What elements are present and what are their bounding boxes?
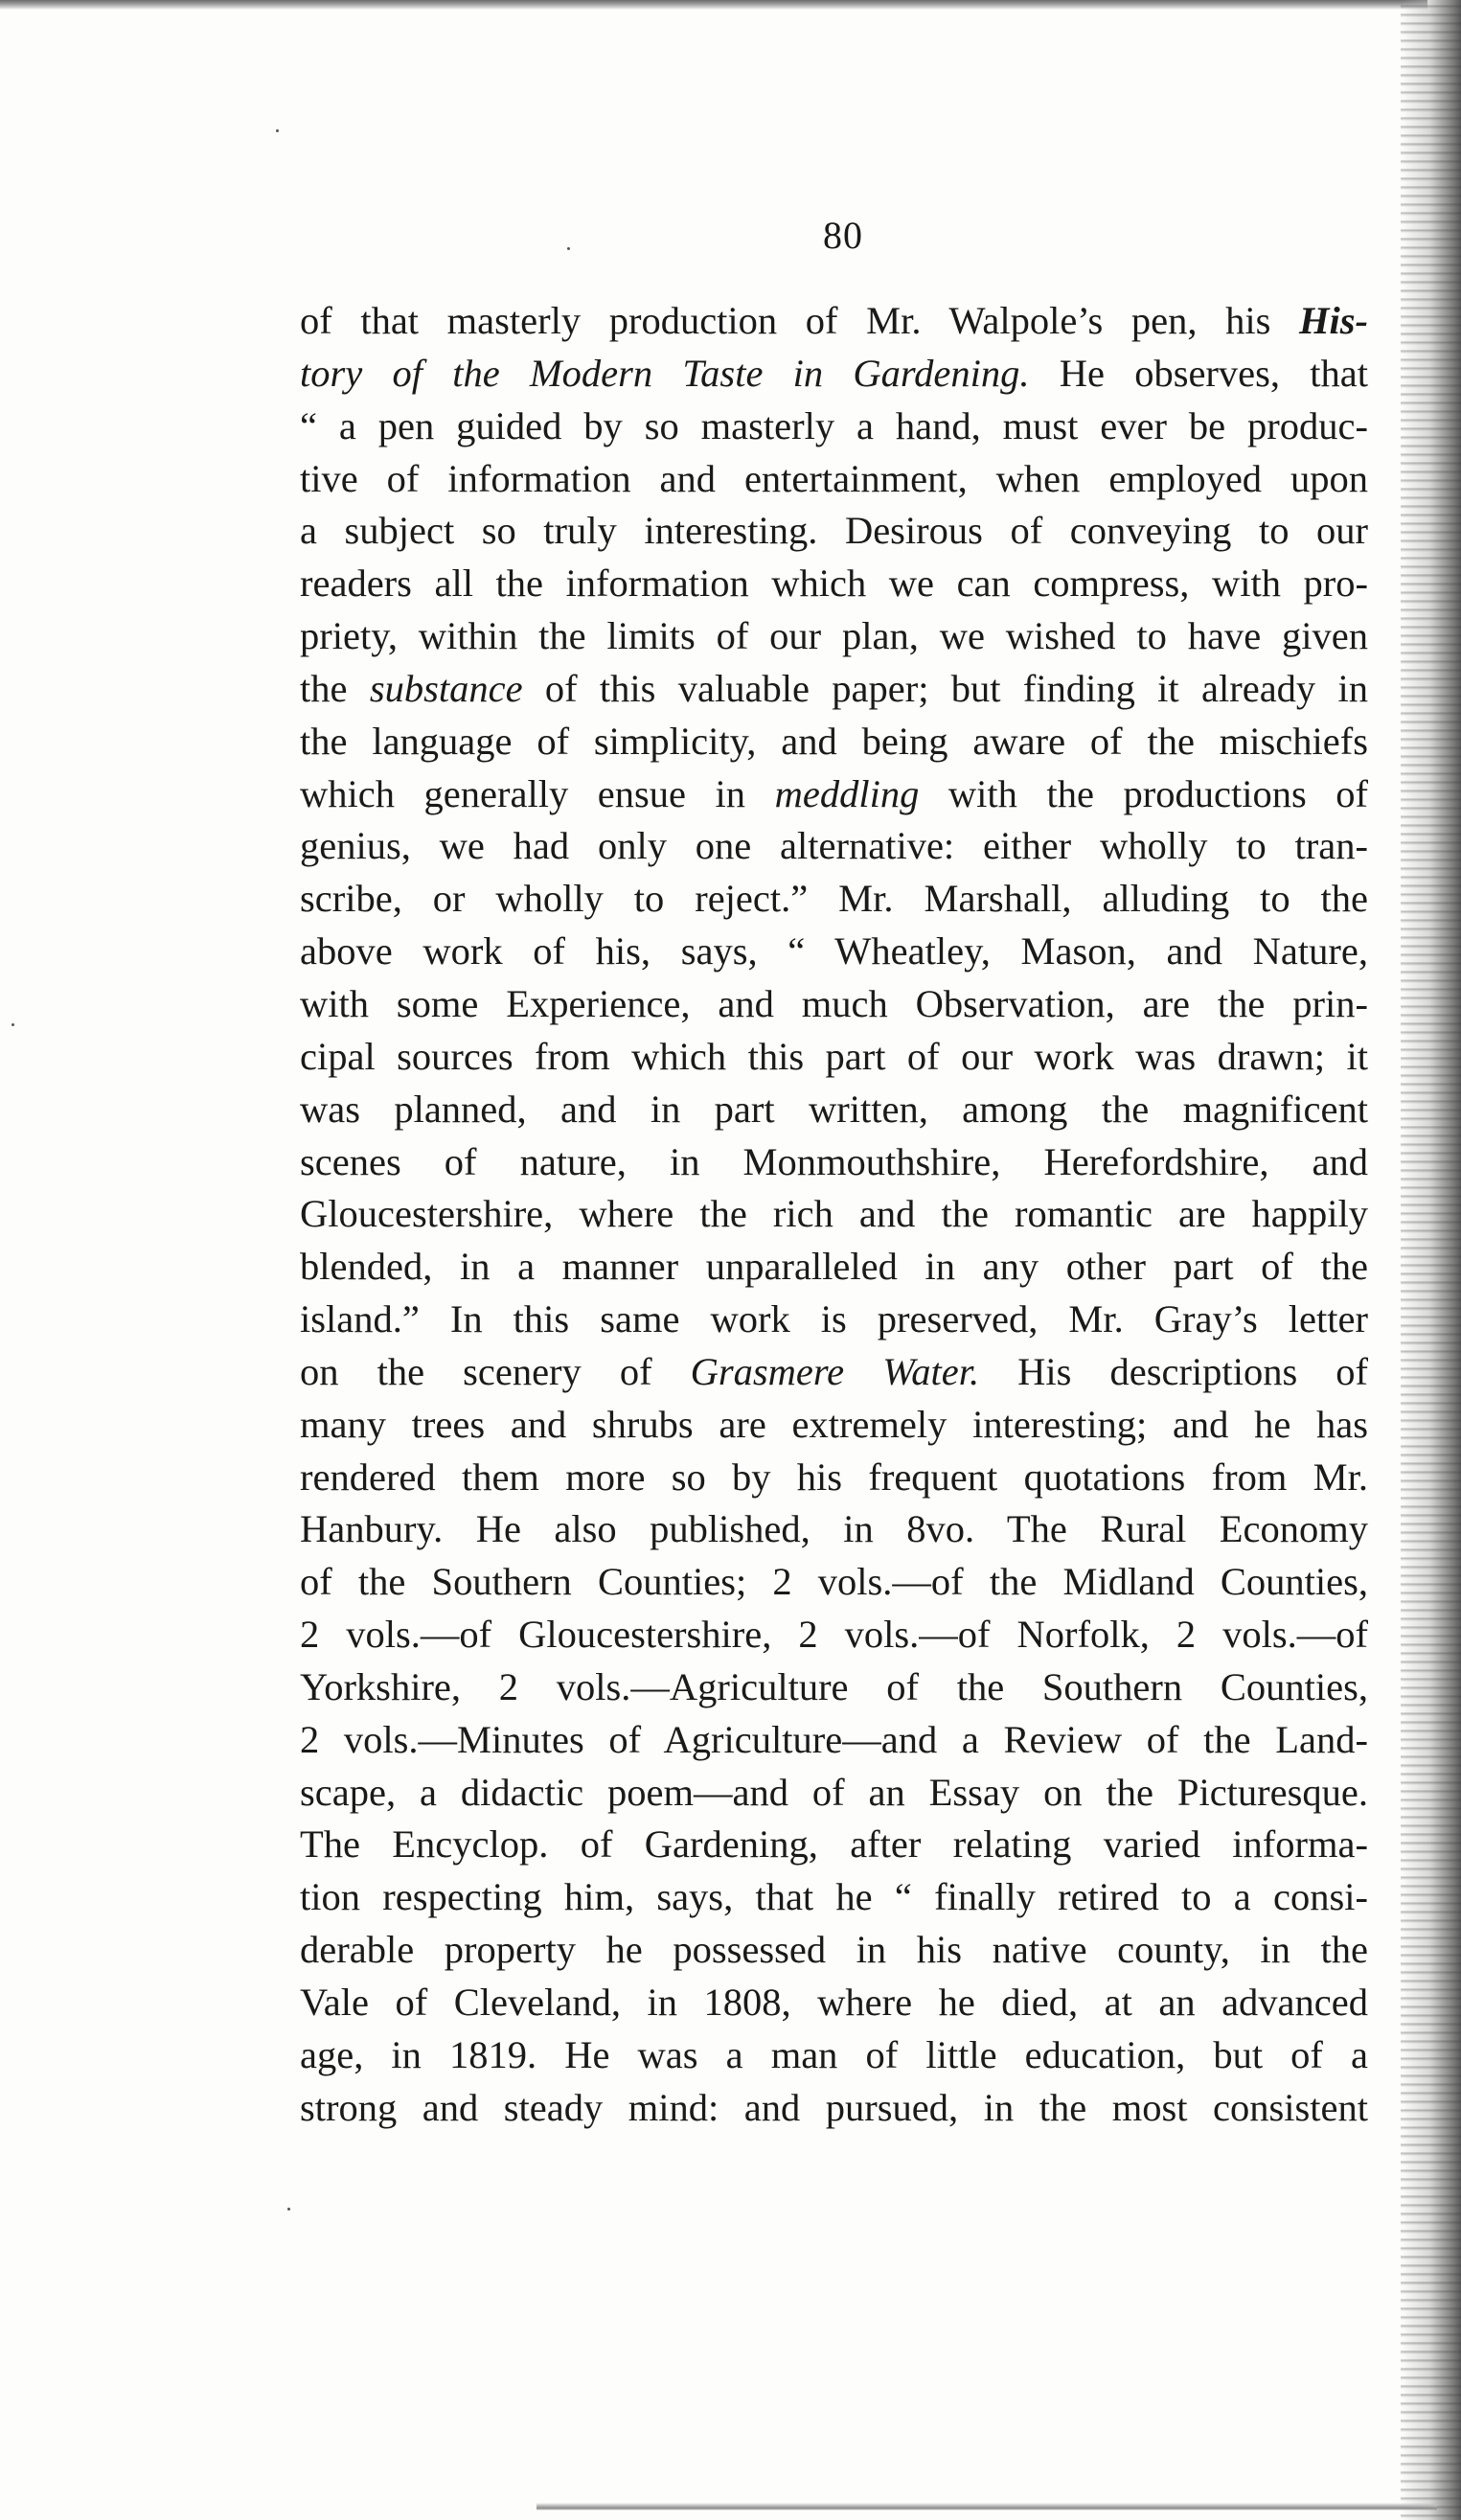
text-run: Gloucestershire, where the rich and the romantic are happily: [300, 1192, 1368, 1236]
text-line: [300, 820, 1368, 873]
page-edge-shadow: [1401, 0, 1461, 2520]
text-line: [300, 1609, 1368, 1661]
text-line: [300, 453, 1368, 506]
text-run: scenes of nature, in Monmouthshire, Herefordshire, and: [300, 1139, 1368, 1183]
text-run: scribe, or wholly to reject.” Mr. Marshall, alluding to the: [300, 877, 1368, 921]
text-run: readers all the information which we can compress, with pro-: [300, 561, 1368, 606]
text-line: [300, 1188, 1368, 1241]
body-text: [300, 295, 1368, 2135]
text-run: priety, within the limits of our plan, we wished to have given: [300, 614, 1368, 658]
text-line: [300, 2029, 1368, 2082]
text-line: [300, 1661, 1368, 1714]
text-run: with the productions of: [919, 771, 1368, 815]
text-line: [300, 1399, 1368, 1452]
text-run: strong and steady mind: and pursued, in the most consistent: [300, 2085, 1368, 2129]
text-line: [300, 401, 1368, 453]
text-run: was planned, and in part written, among the magnificent: [300, 1087, 1368, 1131]
text-run: Vale of Cleveland, in 1808, where he died, at an advanced: [300, 1981, 1368, 2024]
text-line: [300, 1924, 1368, 1977]
text-line: [300, 768, 1368, 821]
text-line: [300, 1977, 1368, 2029]
page-number: 80: [823, 214, 863, 257]
text-line: [300, 1084, 1368, 1136]
text-line: [300, 1503, 1368, 1556]
text-line: [300, 978, 1368, 1031]
text-run: which generally ensue in: [300, 771, 775, 815]
text-run: on the scenery of: [300, 1349, 691, 1393]
text-run: His descriptions of: [979, 1349, 1369, 1393]
text-run: with some Experience, and much Observation, are the prin-: [300, 981, 1368, 1025]
text-run: the language of simplicity, and being aware of the mischiefs: [300, 719, 1368, 763]
text-run: of this valuable paper; but finding it already in: [522, 666, 1368, 710]
text-line: [300, 1136, 1368, 1189]
text-line: [300, 1767, 1368, 1820]
text-run: blended, in a manner unparalleled in any other part of the: [300, 1245, 1368, 1289]
text-line: [300, 1031, 1368, 1084]
text-run: of the Southern Counties; 2 vols.—of the Midland Counties,: [300, 1560, 1368, 1604]
bold-italic-text: His-: [1298, 299, 1368, 342]
text-line: [300, 663, 1368, 716]
text-run: 2 vols.—of Gloucestershire, 2 vols.—of Norfolk, 2 vols.—of: [300, 1613, 1368, 1657]
text-run: island.” In this same work is preserved, Mr. Gray’s letter: [300, 1297, 1368, 1341]
text-line: [300, 1556, 1368, 1609]
text-line: [300, 1294, 1368, 1346]
text-line: [300, 1452, 1368, 1504]
text-run: genius, we had only one alternative: either wholly to tran-: [300, 824, 1368, 868]
text-run: tion respecting him, says, that he “ finally retired to a consi-: [300, 1875, 1368, 1919]
italic-text: tory of the Modern Taste in Gardening.: [300, 351, 1030, 395]
text-run: age, in 1819. He was a man of little education, but of a: [300, 2032, 1368, 2076]
text-line: [300, 505, 1368, 558]
text-run: of that masterly production of Mr. Walpole’s pen, his: [300, 299, 1299, 342]
italic-text: meddling: [774, 771, 920, 815]
italic-text: Grasmere Water.: [690, 1349, 980, 1393]
text-run: rendered them more so by his frequent quotations from Mr.: [300, 1455, 1368, 1499]
paper-speck: [11, 1023, 14, 1026]
text-line: [300, 348, 1368, 401]
text-line: [300, 716, 1368, 768]
text-run: He observes, that: [1029, 351, 1368, 395]
text-line: [300, 1241, 1368, 1294]
text-run: the: [300, 666, 370, 710]
text-run: 2 vols.—Minutes of Agriculture—and a Review of the Land-: [300, 1717, 1368, 1761]
paper-speck: [287, 2208, 290, 2211]
bottom-edge-shadow: [536, 2503, 1437, 2510]
text-run: cipal sources from which this part of our work was drawn; it: [300, 1034, 1368, 1078]
paper-speck: [276, 129, 279, 132]
paper-speck: [567, 247, 570, 250]
text-run: derable property he possessed in his native county, in the: [300, 1928, 1368, 1972]
text-line: [300, 558, 1368, 610]
text-line: [300, 926, 1368, 978]
text-run: “ a pen guided by so masterly a hand, must ever be produc-: [300, 403, 1368, 447]
text-run: The Encyclop. of Gardening, after relating varied informa-: [300, 1822, 1368, 1867]
text-line: [300, 295, 1368, 348]
text-run: above work of his, says, “ Wheatley, Mason, and Nature,: [300, 929, 1368, 974]
text-run: a subject so truly interesting. Desirous of conveying to our: [300, 509, 1368, 553]
text-run: many trees and shrubs are extremely interesting; and he has: [300, 1402, 1368, 1446]
text-line: [300, 873, 1368, 926]
text-run: scape, a didactic poem—and of an Essay on the Picturesque.: [300, 1770, 1368, 1814]
text-line: [300, 1871, 1368, 1924]
text-line: [300, 2082, 1368, 2135]
italic-text: substance: [369, 666, 523, 710]
text-run: tive of information and entertainment, when employed upon: [300, 456, 1368, 500]
top-edge-shadow: [0, 0, 1427, 10]
text-run: Yorkshire, 2 vols.—Agriculture of the Southern Counties,: [300, 1664, 1368, 1708]
text-run: Hanbury. He also published, in 8vo. The Rural Economy: [300, 1507, 1368, 1551]
text-line: [300, 1819, 1368, 1871]
text-line: [300, 610, 1368, 663]
text-line: [300, 1714, 1368, 1767]
text-line: [300, 1346, 1368, 1399]
